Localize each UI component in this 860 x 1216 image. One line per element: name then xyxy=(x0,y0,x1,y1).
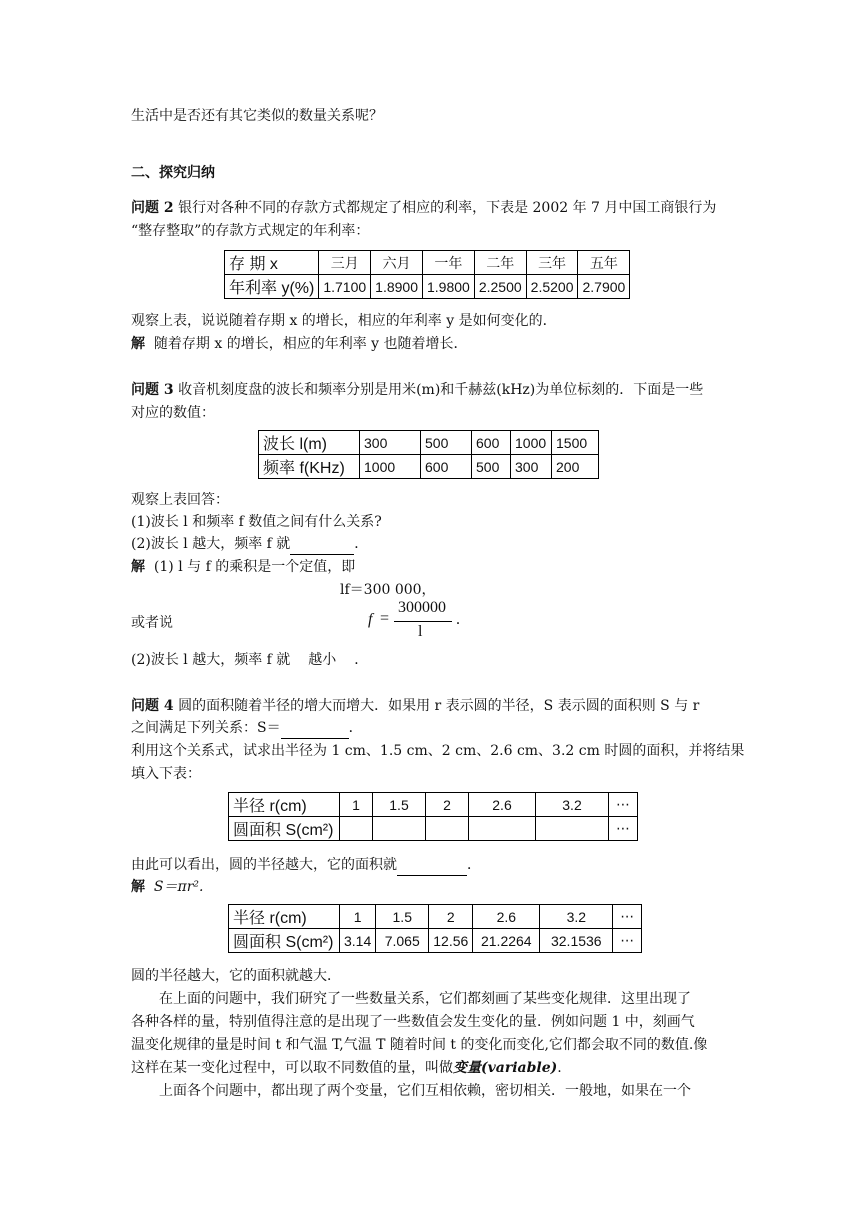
problem3-solution2 xyxy=(131,650,741,670)
table-cell: ⋯ xyxy=(609,817,638,841)
solution-label: 解 xyxy=(131,559,145,575)
problem3-q1: (1)波长 l 和频率 f 数值之间有什么关系? xyxy=(131,514,382,530)
solution-text: 随着存期 x 的增长，相应的年利率 y 也随着增长． xyxy=(153,336,468,352)
fraction-bar xyxy=(394,621,452,622)
table-cell: 600 xyxy=(421,455,472,479)
table-cell: 2 xyxy=(429,905,473,929)
problem3-label: 问题 3 xyxy=(131,382,174,398)
table-cell: 1.7100 xyxy=(319,275,371,299)
sol2-punct: ． xyxy=(354,652,369,668)
table-cell: 2.5200 xyxy=(526,275,578,299)
table-cell: 二年 xyxy=(474,251,526,275)
table-cell: 半径 r(cm) xyxy=(229,905,340,929)
table-row xyxy=(259,431,599,455)
problem4-line2 xyxy=(131,718,741,739)
table-cell: 3.14 xyxy=(340,929,376,953)
table-cell: 12.56 xyxy=(429,929,473,953)
table-cell: 2 xyxy=(426,793,469,817)
table-cell: ⋯ xyxy=(613,929,642,953)
table-row xyxy=(225,275,630,299)
table-cell: 1000 xyxy=(360,455,421,479)
frac-numerator: 300000 xyxy=(398,599,446,616)
problem4-after: 圆的半径越大，它的面积就越大． xyxy=(131,968,341,984)
q2-punct: ． xyxy=(354,536,369,552)
or-text: 或者说 xyxy=(131,615,173,631)
problem2-text1: 银行对各种不同的存款方式都规定了相应的利率，下表是 2002 年 7 月中国工商银行为 xyxy=(178,200,717,216)
problem2-line1 xyxy=(131,198,741,218)
table-cell: 1 xyxy=(340,793,373,817)
frac-denominator: l xyxy=(418,623,423,640)
wave-table xyxy=(258,430,599,479)
frac-variable: f xyxy=(368,611,373,628)
table-row xyxy=(229,905,642,929)
table-cell: 圆面积 S(cm²) xyxy=(229,817,340,841)
table-cell: 1.8900 xyxy=(371,275,423,299)
para1-line3: 温变化规律的量是时间 t 和气温 T,气温 T 随着时间 t 的变化而变化,它们都会取不同的数值.像 xyxy=(131,1037,708,1053)
table-cell: 3.2 xyxy=(536,793,609,817)
solution-label: 解 xyxy=(131,879,145,895)
table-cell: 1.9800 xyxy=(423,275,475,299)
table-cell: 2.6 xyxy=(469,793,536,817)
table-cell: 500 xyxy=(421,431,472,455)
problem2-label: 问题 2 xyxy=(131,200,174,216)
intro-question: 生活中是否还有其它类似的数量关系呢？ xyxy=(131,108,383,124)
table-cell: 3.2 xyxy=(540,905,613,929)
problem4-line1 xyxy=(131,696,741,716)
table-cell: 频率 f(KHz) xyxy=(259,455,360,479)
conclude-text: 由此可以看出，圆的半径越大，它的面积就 xyxy=(131,857,397,873)
table-row xyxy=(259,455,599,479)
table-cell: 7.065 xyxy=(376,929,429,953)
answer-blank xyxy=(281,718,349,739)
table-row xyxy=(229,817,638,841)
conclude-punct: ． xyxy=(467,857,481,873)
problem3-line2: 对应的数值： xyxy=(131,405,215,421)
para1-line2: 各种各样的量，特别值得注意的是出现了一些数值会发生变化的量．例如问题 1 中，刻画气 xyxy=(131,1014,695,1030)
solution-formula: S＝πr². xyxy=(153,879,204,895)
problem2-line2: “整存整取”的存款方式规定的年利率： xyxy=(131,223,370,239)
table-cell xyxy=(340,817,373,841)
table-row xyxy=(229,793,638,817)
table-cell: 五年 xyxy=(578,251,630,275)
problem3-line1 xyxy=(131,380,741,400)
table-cell xyxy=(536,817,609,841)
table-cell: 2.7900 xyxy=(578,275,630,299)
q2-text: (2)波长 l 越大，频率 f 就 xyxy=(131,536,291,552)
table-row xyxy=(229,929,642,953)
problem4-label: 问题 4 xyxy=(131,698,174,714)
para1-line4 xyxy=(131,1058,741,1078)
section-title: 二、探究归纳 xyxy=(131,165,215,181)
problem2-solution xyxy=(131,334,741,354)
area-table-filled xyxy=(228,904,642,953)
table-cell: 300 xyxy=(511,455,552,479)
line2-punct: ． xyxy=(348,720,363,736)
para1-punct: . xyxy=(557,1060,562,1076)
table-cell: 2.6 xyxy=(473,905,540,929)
term-variable: 变量(variable) xyxy=(453,1060,558,1076)
table-cell: 32.1536 xyxy=(540,929,613,953)
para1-text: 这样在某一变化过程中，可以取不同数值的量，叫做 xyxy=(131,1060,453,1076)
solution-text: (1) l 与 f 的乘积是一个定值，即 xyxy=(153,559,356,575)
answer-blank xyxy=(290,534,354,555)
problem3-observe: 观察上表回答： xyxy=(131,492,229,508)
area-table-empty xyxy=(228,792,638,841)
table-cell: ⋯ xyxy=(609,793,638,817)
problem4-line4: 填入下表： xyxy=(131,766,201,782)
table-cell: 六月 xyxy=(371,251,423,275)
table-cell: 年利率 y(%) xyxy=(225,275,319,299)
table-cell: 1 xyxy=(340,905,376,929)
para2-line1: 上面各个问题中，都出现了两个变量，它们互相依赖，密切相关．一般地，如果在一个 xyxy=(159,1083,691,1099)
problem4-conclude xyxy=(131,855,741,876)
table-cell xyxy=(426,817,469,841)
sol2-answer: 越小 xyxy=(308,652,337,668)
table-cell: 三月 xyxy=(319,251,371,275)
answer-blank xyxy=(397,855,467,876)
table-cell: 三年 xyxy=(526,251,578,275)
para1-line1: 在上面的问题中，我们研究了一些数量关系，它们都刻画了某些变化规律．这里出现了 xyxy=(159,991,691,1007)
equation-product: lf＝300 000， xyxy=(340,582,436,598)
table-cell: 500 xyxy=(472,455,511,479)
table-cell: 2.2500 xyxy=(474,275,526,299)
problem3-solution1 xyxy=(131,557,741,577)
table-cell xyxy=(373,817,426,841)
line2-text: 之间满足下列关系：S＝ xyxy=(131,720,281,736)
table-row xyxy=(225,251,630,275)
table-cell: 200 xyxy=(552,455,599,479)
sol2-text: (2)波长 l 越大，频率 f 就 xyxy=(131,652,291,668)
table-cell: 1500 xyxy=(552,431,599,455)
frac-equals: = xyxy=(380,610,390,627)
problem3-text1: 收音机刻度盘的波长和频率分别是用米(m)和千赫兹(kHz)为单位标刻的．下面是一些 xyxy=(178,382,704,398)
frac-period: . xyxy=(456,611,460,628)
table-cell xyxy=(469,817,536,841)
table-cell: 1000 xyxy=(511,431,552,455)
table-cell: 300 xyxy=(360,431,421,455)
table-cell: 1.5 xyxy=(376,905,429,929)
table-cell: 存 期 x xyxy=(225,251,319,275)
table-cell: 21.2264 xyxy=(473,929,540,953)
table-cell: ⋯ xyxy=(613,905,642,929)
table-cell: 一年 xyxy=(423,251,475,275)
problem2-observe: 观察上表，说说随着存期 x 的增长，相应的年利率 y 是如何变化的． xyxy=(131,313,557,329)
table-cell: 波长 l(m) xyxy=(259,431,360,455)
problem3-q2 xyxy=(131,534,741,555)
solution-label: 解 xyxy=(131,336,145,352)
table-cell: 圆面积 S(cm²) xyxy=(229,929,340,953)
problem4-solution xyxy=(131,877,741,897)
table-cell: 600 xyxy=(472,431,511,455)
table-cell: 1.5 xyxy=(373,793,426,817)
rate-table xyxy=(224,250,630,299)
problem4-text1: 圆的面积随着半径的增大而增大．如果用 r 表示圆的半径，S 表示圆的面积则 S 与 r xyxy=(178,698,700,714)
problem4-line3: 利用这个关系式，试求出半径为 1 cm、1.5 cm、2 cm、2.6 cm、3.2 cm 时圆的面积，并将结果 xyxy=(131,743,745,759)
table-cell: 半径 r(cm) xyxy=(229,793,340,817)
